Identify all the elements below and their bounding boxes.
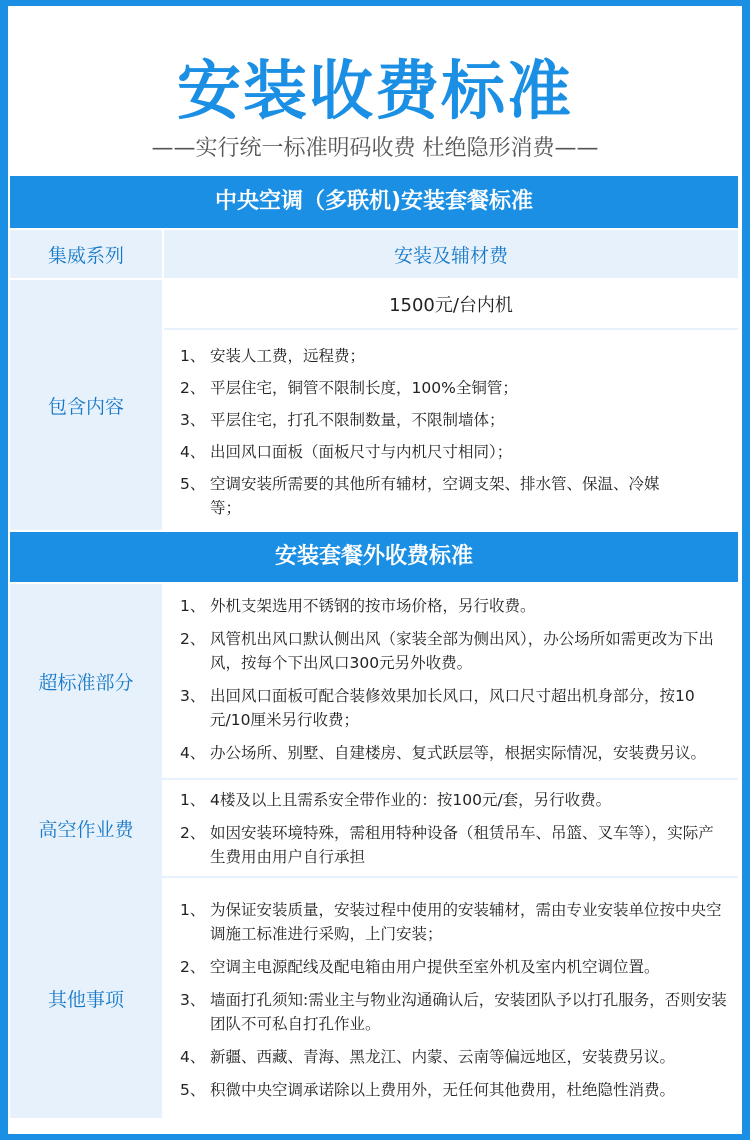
list-item: 2、 空调主电源配线及配电箱由用户提供至室外机及室内机空调位置。 — [180, 958, 660, 976]
list-item: 3、 墙面打孔须知:需业主与物业沟通确认后，安装团队予以打孔服务，否则安装团队不可私自打孔作业。 — [180, 991, 727, 1033]
page-subtitle: ——实行统一标准明码收费 杜绝隐形消费—— — [151, 136, 599, 161]
high-altitude-label: 高空作业费 — [10, 780, 162, 876]
high-altitude-cell — [164, 780, 738, 876]
list-item: 3、 出回风口面板可配合装修效果加长风口，风口尺寸超出机身部分，按10元/10厘米另行收费； — [180, 687, 695, 729]
list-item: 2、 如因安装环境特殊，需租用特种设备（租赁吊车、吊篮、叉车等），实际产生费用由用户自行承担 — [180, 824, 714, 866]
fee-column-header: 安装及辅材费 — [164, 230, 738, 278]
list-item: 4、 出回风口面板（面板尺寸与内机尺寸相同）； — [180, 443, 513, 461]
section2-header: 安装套餐外收费标准 — [10, 532, 738, 582]
list-item: 2、 风管机出风口默认侧出风（家装全部为侧出风），办公场所如需更改为下出风，按每个下出风口300元另外收费。 — [180, 630, 714, 672]
other-matters-list — [180, 898, 728, 1111]
page-title: 安装收费标准 — [177, 55, 573, 129]
high-altitude-list — [180, 788, 728, 878]
other-matters-cell — [164, 878, 738, 1118]
list-item: 1、 外机支架选用不锈钢的按市场价格，另行收费。 — [180, 597, 536, 615]
list-item: 1、 4楼及以上且需系安全带作业的：按100元/套，另行收费。 — [180, 791, 612, 809]
over-standard-list — [180, 594, 728, 774]
included-label: 包含内容 — [10, 280, 162, 530]
series-label: 集威系列 — [10, 230, 162, 278]
list-item: 4、 办公场所、别墅、自建楼房、复式跃层等，根据实际情况，安装费另议。 — [180, 744, 707, 762]
over-standard-cell — [164, 584, 738, 778]
other-matters-label: 其他事项 — [10, 878, 162, 1118]
list-item: 4、 新疆、西藏、青海、黑龙江、内蒙、云南等偏远地区，安装费另议。 — [180, 1048, 676, 1066]
list-item: 5、 空调安装所需要的其他所有辅材，空调支架、排水管、保温、冷媒等； — [180, 475, 660, 517]
included-list — [180, 344, 728, 528]
section1-header: 中央空调（多联机)安装套餐标准 — [10, 176, 738, 228]
list-item: 1、 为保证安装质量，安装过程中使用的安装辅材，需由专业安装单位按中央空调施工标准进行采购，上门安装； — [180, 901, 722, 943]
list-item: 1、 安装人工费，远程费； — [180, 347, 366, 365]
list-item: 5、 积微中央空调承诺除以上费用外，无任何其他费用，杜绝隐性消费。 — [180, 1081, 676, 1099]
included-cell — [164, 280, 738, 530]
price-value: 1500元/台内机 — [164, 280, 738, 330]
list-item: 3、 平层住宅，打孔不限制数量，不限制墙体； — [180, 411, 505, 429]
list-item: 2、 平层住宅，铜管不限制长度，100%全铜管； — [180, 379, 518, 397]
over-standard-label: 超标准部分 — [10, 584, 162, 778]
